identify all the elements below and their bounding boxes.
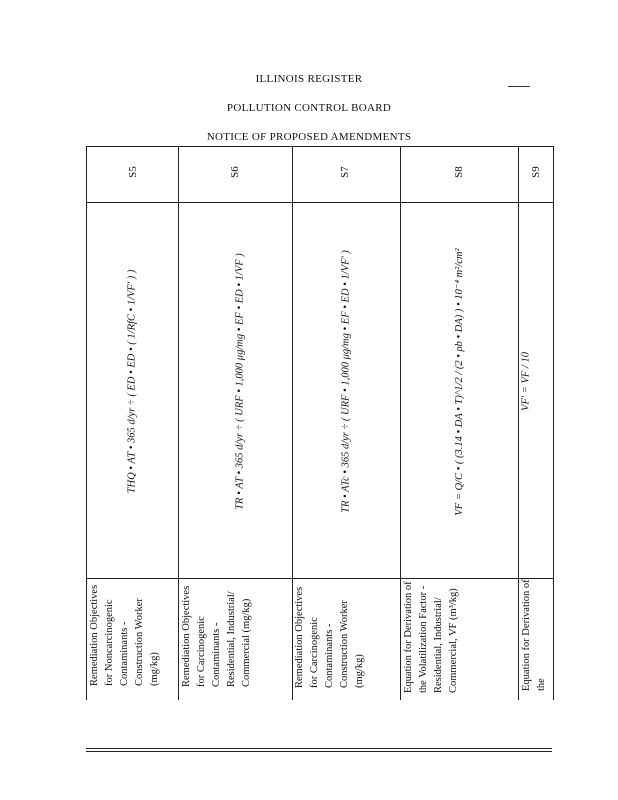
column-divider xyxy=(86,202,554,203)
table-top-border xyxy=(86,146,554,147)
row-number: S7 xyxy=(339,166,351,178)
rotated-equation-table xyxy=(86,146,554,700)
row-equation: TR • ATc • 365 d/yr ÷ ( URF • 1,000 μg/mg • EF • ED • 1/VF' ) xyxy=(340,250,352,513)
footer-rule xyxy=(86,748,552,749)
row-equation: VF' = VF / 10 xyxy=(520,352,532,411)
row-label: Remediation Objectives for Carcinogenic Contaminants - Residential, Industrial/ Commercial (mg/kg) xyxy=(181,585,252,687)
row-number: S8 xyxy=(453,166,465,178)
row-equation: VF = Q/C • ( (3.14 • DA • T)^1/2 / (2 • ρb • DA) ) • 10⁻⁴ m²/cm² xyxy=(454,248,465,516)
row-label: Equation for Derivation of the xyxy=(521,579,547,691)
footer-rule-secondary xyxy=(86,751,552,752)
page-header-notice: NOTICE OF PROPOSED AMENDMENTS xyxy=(206,131,412,143)
row-equation: TR • AT • 365 d/yr ÷ ( URF • 1,000 μg/mg • EF • ED • 1/VF ) xyxy=(234,253,246,510)
page-header-board: POLLUTION CONTROL BOARD xyxy=(226,102,392,114)
row-number: S9 xyxy=(530,166,542,178)
row-number: S5 xyxy=(127,166,139,178)
row-equation: THQ • AT • 365 d/yr ÷ ( ED • ED • ( 1/RfC • 1/VF' ) ) xyxy=(126,269,138,494)
table-right-border xyxy=(553,146,554,700)
row-label: Remediation Objectives for Noncarcinogenic Contaminants - Construction Worker (mg/kg) xyxy=(89,584,160,686)
header-tick-line xyxy=(508,86,530,87)
row-label: Equation for Derivation of the Volatilization Factor - Residential, Industrial/ Commercial, VF (m³/kg) xyxy=(403,581,459,693)
row-number: S6 xyxy=(229,166,241,178)
row-label: Remediation Objectives for Carcinogenic Contaminants - Construction Worker (mg/kg) xyxy=(294,586,365,688)
page-header-register: ILLINOIS REGISTER xyxy=(255,73,363,85)
